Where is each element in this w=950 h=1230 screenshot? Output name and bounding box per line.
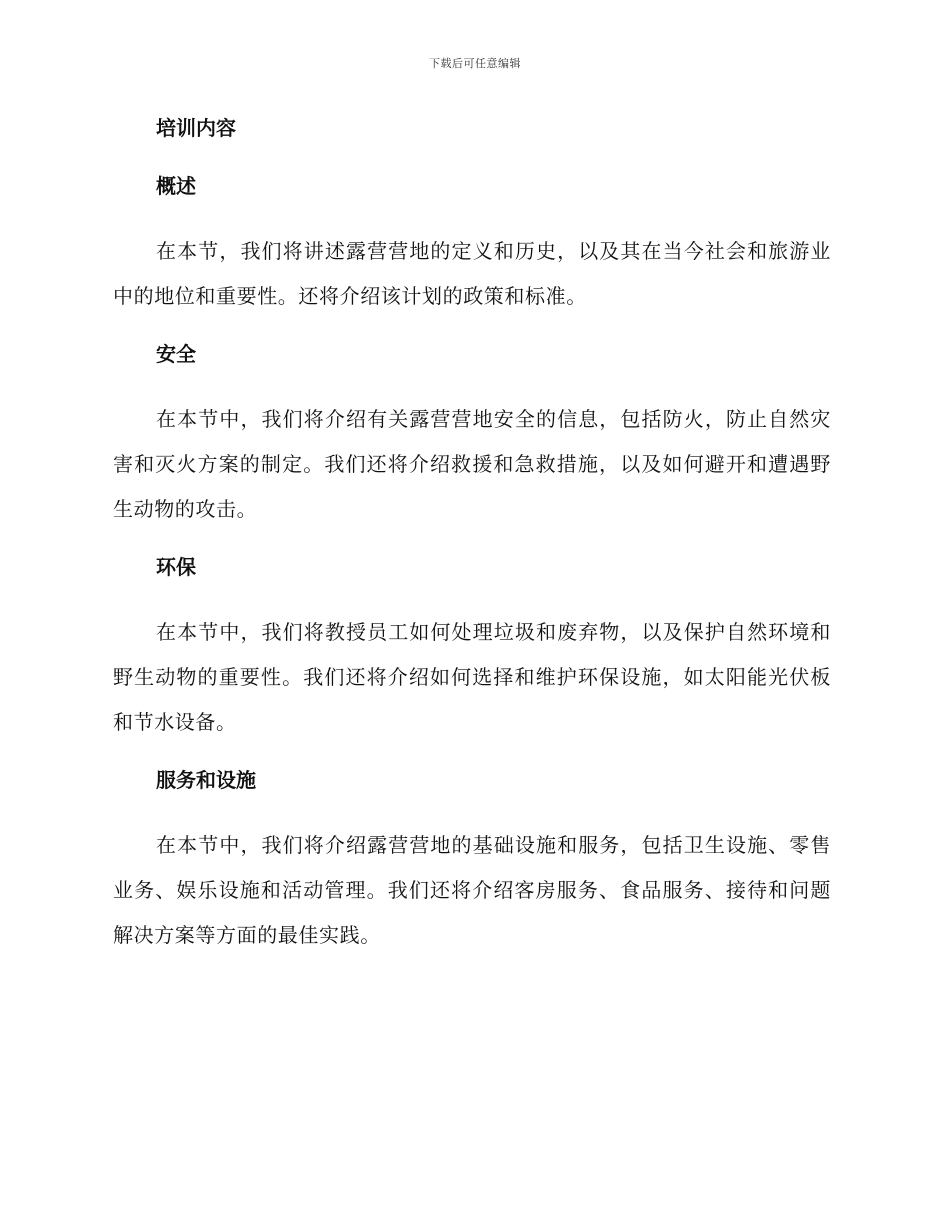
section-heading: 安全 [156, 342, 196, 366]
section-heading: 概述 [156, 174, 196, 198]
page-header-note: 下载后可任意编辑 [429, 57, 521, 70]
section-safety [113, 339, 831, 532]
section-heading: 环保 [156, 555, 196, 579]
section-heading: 服务和设施 [156, 768, 256, 792]
section-overview [113, 171, 831, 319]
section-services [113, 765, 831, 958]
section-body: 在本节，我们将讲述露营营地的定义和历史，以及其在当今社会和旅游业中的地位和重要性。还将介绍该计划的政策和标准。 [113, 239, 831, 308]
section-body: 在本节中，我们将介绍露营营地的基础设施和服务，包括卫生设施、零售业务、娱乐设施和活动管理。我们还将介绍客房服务、食品服务、接待和问题解决方案等方面的最佳实践。 [113, 833, 831, 947]
section-body: 在本节中，我们将介绍有关露营营地安全的信息，包括防火，防止自然灾害和灭火方案的制定。我们还将介绍救援和急救措施，以及如何避开和遭遇野生动物的攻击。 [113, 407, 831, 521]
section-environment [113, 552, 831, 745]
document-title: 培训内容 [156, 116, 236, 140]
section-body: 在本节中，我们将教授员工如何处理垃圾和废弃物，以及保护自然环境和野生动物的重要性。我们还将介绍如何选择和维护环保设施，如太阳能光伏板和节水设备。 [113, 620, 831, 734]
document-content [113, 113, 831, 978]
